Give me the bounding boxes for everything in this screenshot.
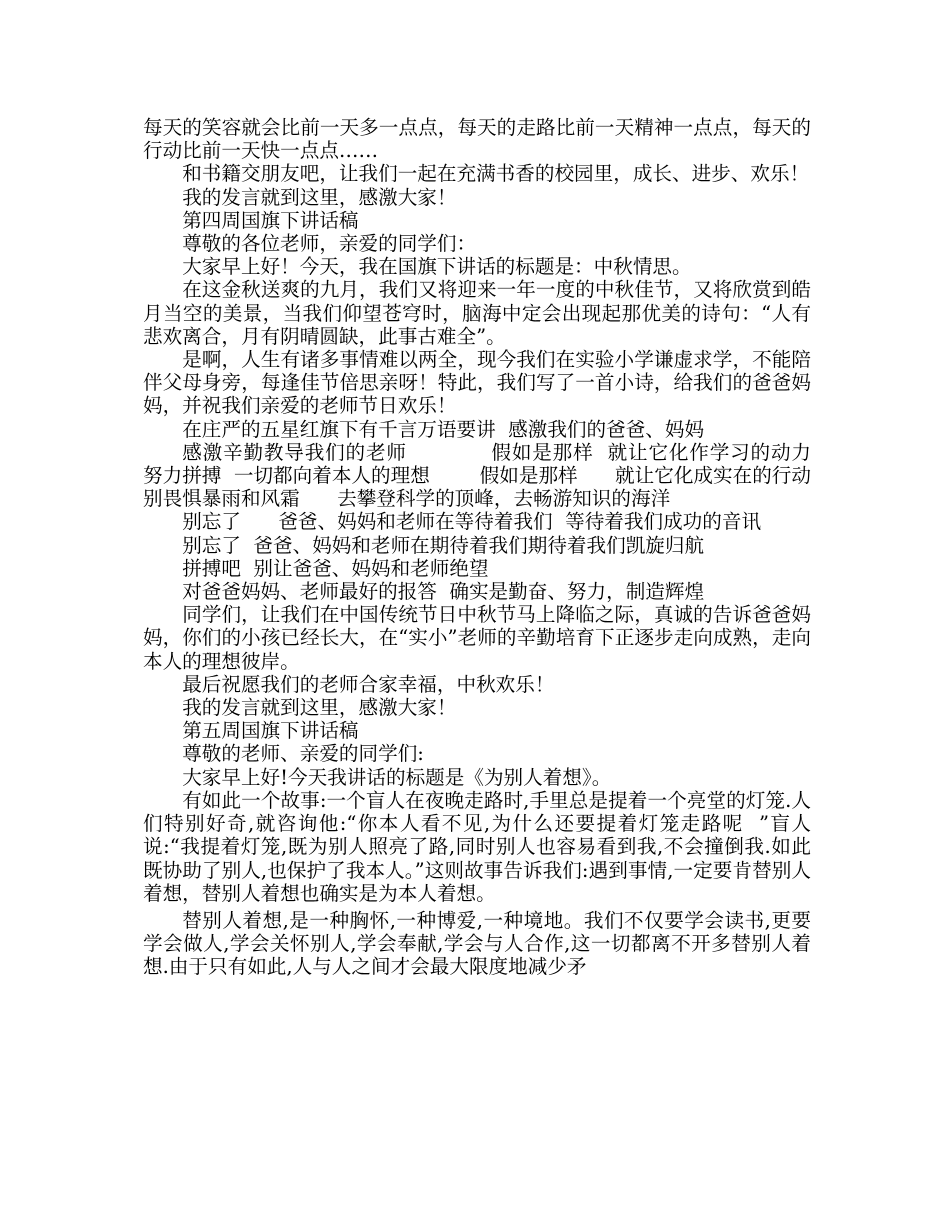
poem-line-1: 在庄严的五星红旗下有千言万语要讲 感激我们的爸爸、妈妈 bbox=[182, 417, 705, 441]
document-page bbox=[143, 116, 861, 979]
paragraph-8: 是啊，人生有诸多事情难以两全，现今我们在实验小学谦虚求学，不能陪伴父母身旁，每逢佳节倍思亲呀！特此，我们写了一首小诗，给我们的爸爸妈妈，并祝我们亲爱的老师节日欢乐！ bbox=[143, 348, 811, 418]
paragraph-2: 和书籍交朋友吧，让我们一起在充满书香的校园里，成长、进步、欢乐！ bbox=[182, 162, 810, 186]
section-heading-week5: 第五周国旗下讲话稿 bbox=[182, 719, 359, 743]
paragraph-3: 我的发言就到这里，感激大家！ bbox=[182, 185, 457, 209]
salutation-week5: 尊敬的老师、亲爱的同学们: bbox=[182, 742, 424, 766]
salutation-week4: 尊敬的各位老师，亲爱的同学们： bbox=[182, 232, 477, 256]
paragraph-22: 替别人着想,是一种胸怀,一种博爱,一种境地。我们不仅要学会读书,更要学会做人,学会关怀别人,学会奉献,学会与人合作,这一切都离不开多替别人着想.由于只有如此,人与人之间才会最大限度地减少矛 bbox=[143, 908, 811, 979]
greeting-week4: 大家早上好！今天，我在国旗下讲话的标题是：中秋情思。 bbox=[182, 255, 692, 279]
story-paragraph: 有如此一个故事:一个盲人在夜晚走路时,手里总是提着一个亮堂的灯笼.人们特别好奇,就咨询他:“你本人看不见,为什么还要提着灯笼走路呢 ”盲人说:“我提着灯笼,既为别人照亮了路,同时别人也容易看到我,不会撞倒我.如此既协助了别人,也保护了我本人。”这则故事告诉我们:遇到事情,一定要肯替别人着想，替别人着想也确实是为本人着想。 bbox=[143, 788, 811, 905]
poem-line-6: 对爸爸妈妈、老师最好的报答 确实是勤奋、努力，制造辉煌 bbox=[182, 580, 705, 604]
paragraph-1: 每天的笑容就会比前一天多一点点，每天的走路比前一天精神一点点，每天的行动比前一天快一点点…… bbox=[143, 116, 811, 163]
paragraph-15: 同学们，让我们在中国传统节日中秋节马上降临之际，真诚的告诉爸爸妈妈，你们的小孩已经长大，在“实小”老师的辛勤培育下正逐步走向成熟，走向本人的理想彼岸。 bbox=[143, 603, 811, 673]
paragraph-7: 在这金秋送爽的九月，我们又将迎来一年一度的中秋佳节，又将欣赏到皓月当空的美景，当我们仰望苍穹时，脑海中定会出现起那优美的诗句：“人有悲欢离合，月有阴晴圆缺，此事古难全”。 bbox=[143, 278, 811, 348]
greeting-week5: 大家早上好!今天我讲话的标题是《为别人着想》。 bbox=[182, 765, 612, 789]
poem-line-4: 别忘了 爸爸、妈妈和老师在期待着我们期待着我们凯旋归航 bbox=[182, 533, 705, 557]
poem-line-2: 感激辛勤教导我们的老师 假如是那样 就让它化作学习的动力 努力拼搏 一切都向着本人的理想 假如是那样 就让它化成实在的行动 别畏惧暴雨和风霜 去攀登科学的顶峰，去畅游知识的海洋 bbox=[143, 440, 861, 511]
poem-line-5: 拼搏吧 别让爸爸、妈妈和老师绝望 bbox=[182, 556, 489, 580]
closing-wish: 最后祝愿我们的老师合家幸福，中秋欢乐！ bbox=[182, 672, 555, 696]
poem-line-3: 别忘了 爸爸、妈妈和老师在等待着我们 等待着我们成功的音讯 bbox=[182, 510, 762, 534]
closing-thanks: 我的发言就到这里，感激大家！ bbox=[182, 696, 457, 720]
section-heading-week4: 第四周国旗下讲话稿 bbox=[182, 208, 359, 232]
